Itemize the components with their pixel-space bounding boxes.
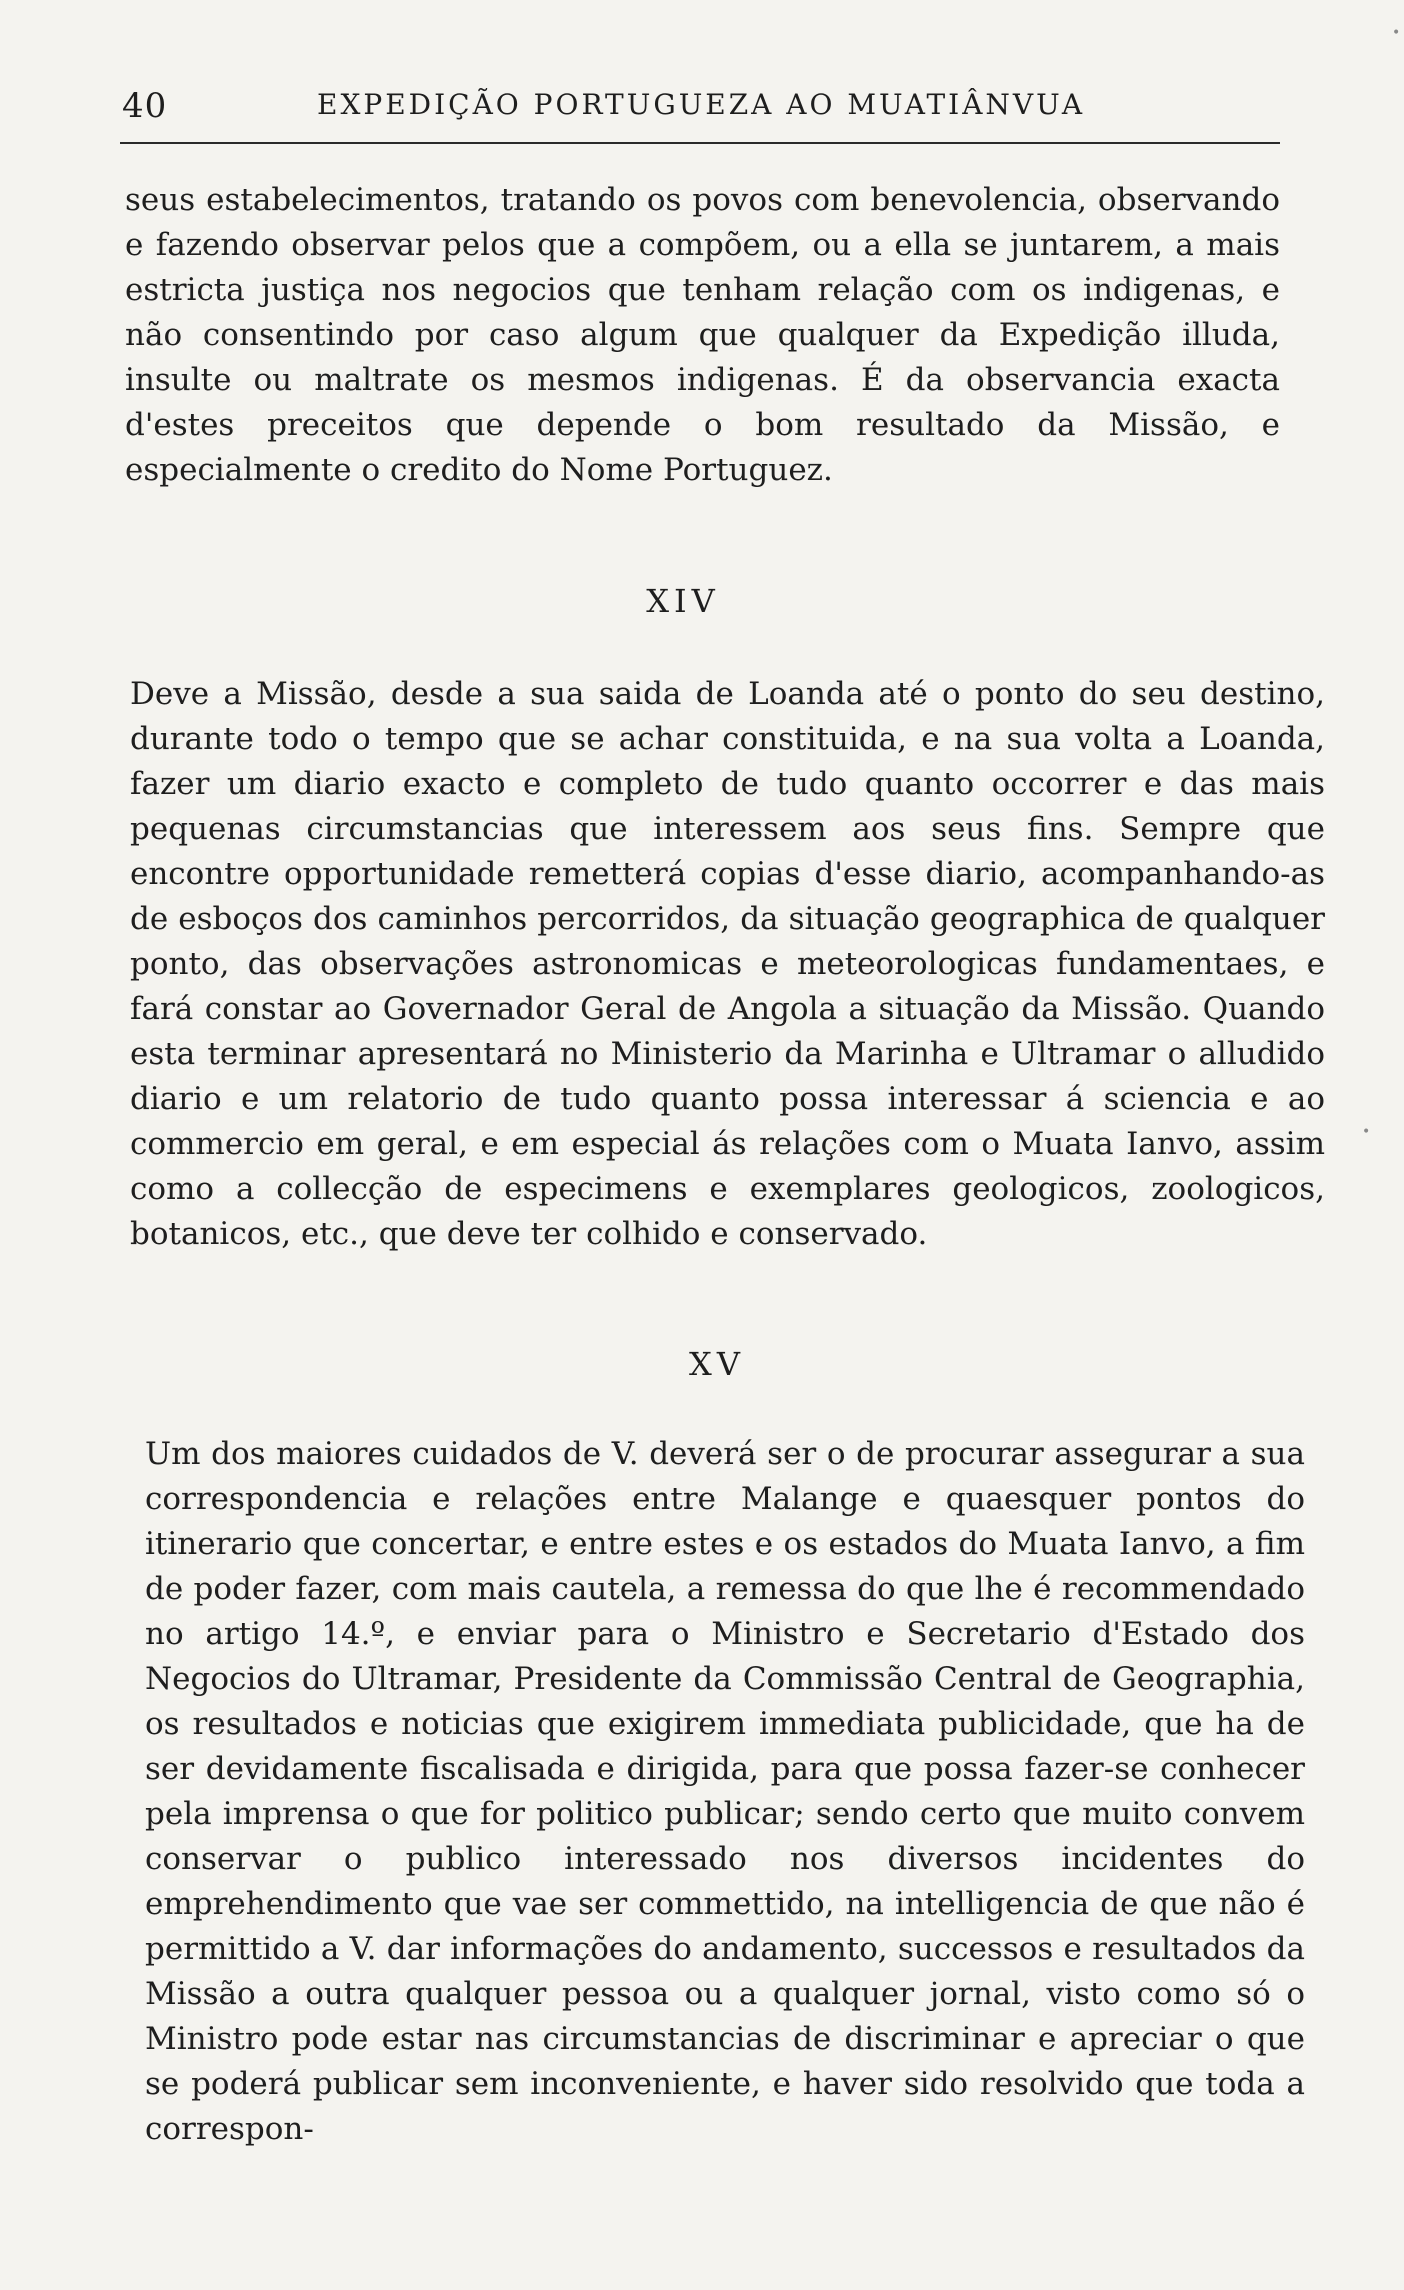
section-heading-xiv: XIV — [646, 582, 720, 620]
page-header — [122, 78, 1272, 138]
page-speck: • — [1392, 25, 1401, 41]
page-number: 40 — [122, 86, 168, 126]
page-speck: • — [1362, 1124, 1371, 1140]
running-title: EXPEDIÇÃO PORTUGUEZA AO MUATIÂNVUA — [317, 88, 1086, 121]
header-rule — [120, 142, 1280, 144]
section-xv-paragraph: Um dos maiores cuidados de V. deverá ser o de procurar assegurar a sua correspondencia e relações entre Malange e quaesquer pontos do itinerario que concertar, e entre estes e os estados do Muata Ianvo, a fim de poder fazer, com mais cautela, a remessa do que lhe é recommendado no artigo 14.º, e enviar para o Ministro e Secretario d'Estado dos Negocios do Ultramar, Presidente da Commissão Central de Geographia, os resultados e noticias que exigirem immediata publicidade, que ha de ser devidamente fiscalisada e dirigida, para que possa fazer-se conhecer pela imprensa o que for politico publicar; sendo certo que muito convem conservar o publico interessado nos diversos incidentes do emprehendimento que vae ser commettido, na intelligencia de que não é permittido a V. dar informações do andamento, successos e resultados da Missão a outra qualquer pessoa ou a qualquer jornal, visto como só o Ministro pode estar nas circumstancias de discriminar e apreciar o que se poderá publicar sem inconveniente, e haver sido resolvido que toda a correspon- — [145, 1436, 1305, 2147]
section-heading-xv: XV — [689, 1345, 745, 1383]
section-xiv-paragraph: Deve a Missão, desde a sua saida de Loanda até o ponto do seu destino, durante todo o tempo que se achar constituida, e na sua volta a Loanda, fazer um diario exacto e completo de tudo quanto occorrer e das mais pequenas circumstancias que interessem aos seus fins. Sempre que encontre opportunidade remetterá copias d'esse diario, acompanhando-as de esboços dos caminhos percorridos, da situação geographica de qualquer ponto, das observações astronomicas e meteorologicas fundamentaes, e fará constar ao Governador Geral de Angola a situação da Missão. Quando esta terminar apresentará no Ministerio da Marinha e Ultramar o alludido diario e um relatorio de tudo quanto possa interessar á sciencia e ao commercio em geral, e em especial ás relações com o Muata Ianvo, assim como a collecção de especimens e exemplares geologicos, zoologicos, botanicos, etc., que deve ter colhido e conservado. — [130, 676, 1325, 1252]
paragraph-intro: seus estabelecimentos, tratando os povos com benevolencia, observando e fazendo observar pelos que a compõem, ou a ella se juntarem, a mais estricta justiça nos negocios que tenham relação com os indigenas, e não consentindo por caso algum que qualquer da Expedição illuda, insulte ou maltrate os mesmos indigenas. É da observancia exacta d'estes preceitos que depende o bom resultado da Missão, e especialmente o credito do Nome Portuguez. — [125, 182, 1280, 488]
